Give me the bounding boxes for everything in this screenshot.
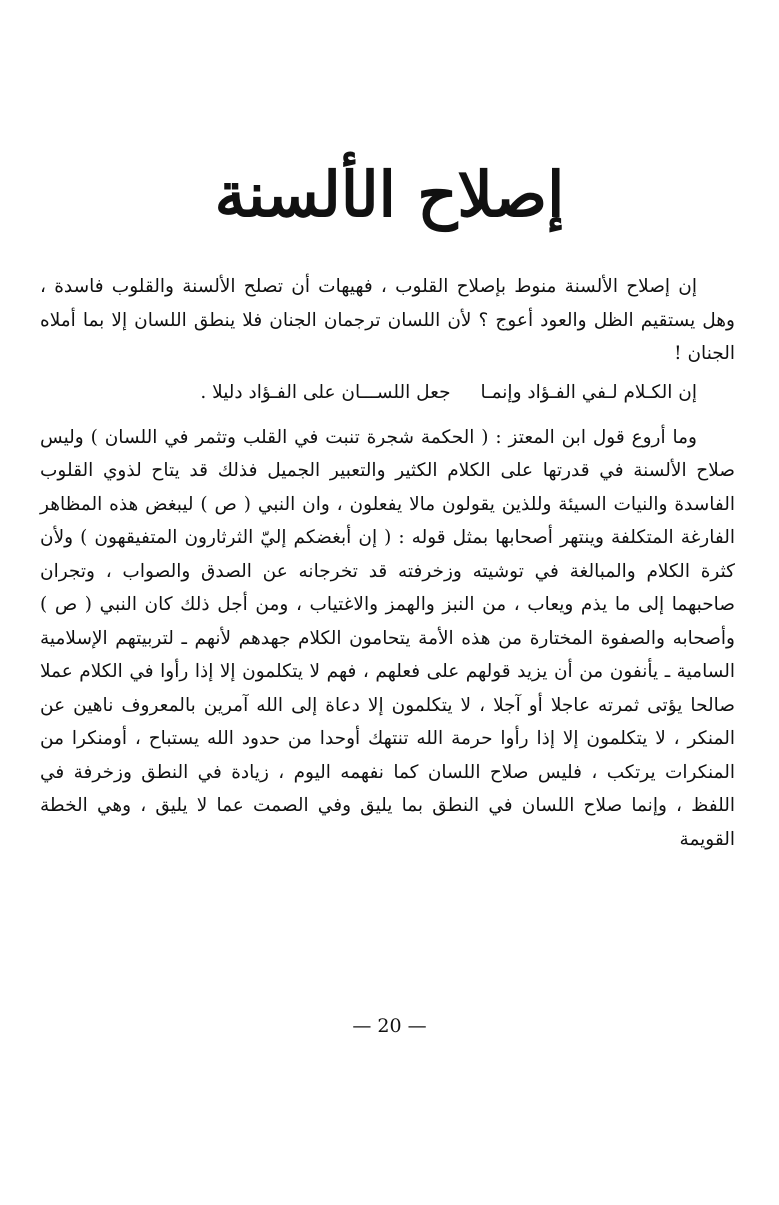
paragraph-intro: إن إصلاح الألسنة منوط بإصلاح القلوب ، فهيهات أن تصلح الألسنة والقلوب فاسدة ، وهل يستقيم الظل والعود أعوج ؟ لأن اللسان ترجمان الجنان فلا ينطق اللسان إلا بما أملاه الجنان ! (40, 276, 735, 364)
poetry-verse (40, 375, 735, 411)
paragraph-main: وما أروع قول ابن المعتز : ( الحكمة شجرة تنبت في القلب وتثمر في اللسان ) وليس صلاح الألسنة في قدرتها على الكلام الكثير والتعبير الجميل فذلك قد يتاح لذوي القلوب الفاسدة والنيات السيئة وللذين يقولون مالا يفعلون ، وان النبي ( ص ) ليبغض هذه المظاهر الفارغة المتكلفة وينتهر أصحابها بمثل قوله : ( إن أبغضكم إليّ الثرثارون المتفيقهون ) ولأن كثرة الكلام والمبالغة في توشيته وزخرفته قد تخرجانه عن الصدق والصواب ، وتجران صاحبهما إلى ما يذم ويعاب ، من النبز والهمز والاغتياب ، ومن أجل ذلك كان النبي ( ص ) وأصحابه والصفوة المختارة من هذه الأمة يتحامون الكلام جهدهم لأنهم ـ لتربيتهم الإسلامية السامية ـ يأنفون من أن يزيد قولهم على فعلهم ، فهم لا يتكلمون إلا إذا رأوا في الكلام عملا صالحا يؤتى ثمرته عاجلا أو آجلا ، لا يتكلمون إلا دعاة إلى الله آمرين بالمعروف ناهين عن المنكر ، لا يتكلمون إلا إذا رأوا حرمة الله تنتهك أوحدا من حدود الله يستباح ، أومنكرا من المنكرات يرتكب ، فليس صلاح اللسان كما نفهمه اليوم ، زيادة في النطق وزخرفة في اللفظ ، وإنما صلاح اللسان في النطق بما يليق وفي الصمت عما لا يليق ، وهي الخطة القويمة (40, 426, 735, 850)
page-number: — 20 — (352, 1015, 427, 1037)
verse-second-hemistich: جعل اللســـان على الفـؤاد دليلا . (200, 381, 451, 403)
chapter-title: إصلاح الألسنة (214, 158, 565, 231)
verse-first-hemistich: إن الكـلام لـفي الفـؤاد وإنمـا (480, 381, 697, 403)
page-body (40, 270, 735, 856)
